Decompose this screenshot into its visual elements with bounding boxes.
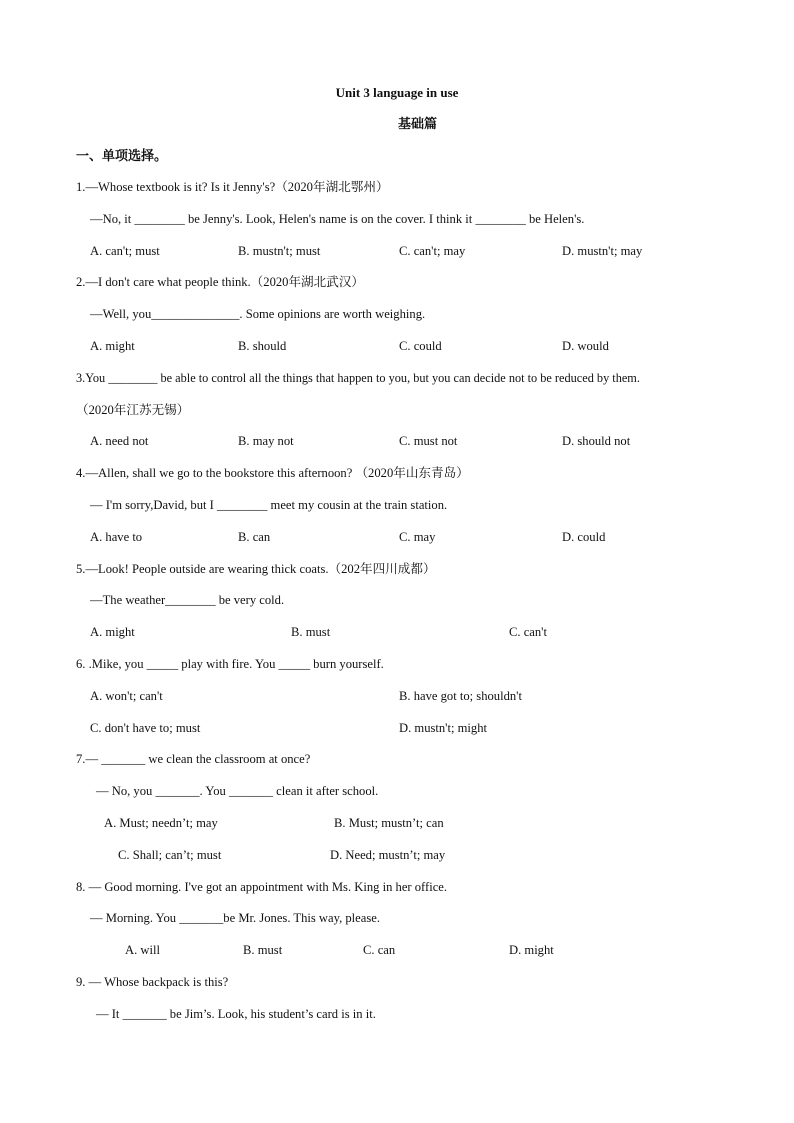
section-heading: 一、单项选择。 (76, 148, 168, 163)
question-stem: 1.—Whose textbook is it? Is it Jenny's?（2020年湖北鄂州） (76, 180, 389, 194)
option-a: A. might (90, 625, 135, 639)
option-a: A. will (125, 943, 160, 957)
option-d: D. could (562, 530, 606, 544)
option-a: A. can't; must (90, 244, 160, 258)
option-b: B. mustn't; must (238, 244, 321, 258)
question-stem: 7.— _______ we clean the classroom at once? (76, 752, 311, 766)
option-d: D. mustn't; may (562, 244, 643, 258)
question-line: — Morning. You _______be Mr. Jones. This way, please. (90, 911, 380, 925)
option-a: A. might (90, 339, 135, 353)
option-c: C. can't (509, 625, 547, 639)
option-c: C. can't; may (399, 244, 466, 258)
question-stem: 9. — Whose backpack is this? (76, 975, 229, 989)
question-stem: 4.—Allen, shall we go to the bookstore this afternoon? （2020年山东青岛） (76, 466, 469, 480)
question-line: —Well, you______________. Some opinions are worth weighing. (90, 307, 426, 321)
option-c: C. don't have to; must (90, 721, 201, 735)
option-c: C. may (399, 530, 436, 544)
option-a: A. have to (90, 530, 143, 544)
page-title: Unit 3 language in use (335, 85, 459, 100)
option-b: B. must (291, 625, 331, 639)
question-line: — No, you _______. You _______ clean it after school. (96, 784, 379, 798)
option-a: A. need not (90, 434, 149, 448)
option-b: B. must (243, 943, 283, 957)
page-subtitle: 基础篇 (398, 116, 438, 131)
option-c: C. must not (399, 434, 458, 448)
option-b: B. have got to; shouldn't (399, 689, 522, 703)
question-line: （2020年江苏无锡） (76, 403, 190, 417)
question-stem: 8. — Good morning. I've got an appointment with Ms. King in her office. (76, 880, 448, 894)
option-d: D. would (562, 339, 609, 353)
question-stem: 6. .Mike, you _____ play with fire. You _____ burn yourself. (76, 657, 384, 671)
question-stem: 3.You ________ be able to control all the things that happen to you, but you can decide not to be reduced by them. (76, 371, 640, 385)
option-b: B. may not (238, 434, 294, 448)
option-a: A. Must; needn’t; may (104, 816, 218, 830)
option-b: B. should (238, 339, 287, 353)
option-b: B. can (238, 530, 271, 544)
question-line: —No, it ________ be Jenny's. Look, Helen's name is on the cover. I think it ________ be Helen's. (90, 212, 585, 226)
option-d: D. mustn't; might (399, 721, 487, 735)
option-c: C. can (363, 943, 396, 957)
option-b: B. Must; mustn’t; can (334, 816, 444, 830)
option-c: C. Shall; can’t; must (118, 848, 222, 862)
option-c: C. could (399, 339, 442, 353)
option-a: A. won't; can't (90, 689, 163, 703)
question-line: — It _______ be Jim’s. Look, his student’s card is in it. (96, 1007, 376, 1021)
question-stem: 2.—I don't care what people think.（2020年湖北武汉） (76, 275, 365, 289)
option-d: D. Need; mustn’t; may (330, 848, 446, 862)
option-d: D. might (509, 943, 554, 957)
option-d: D. should not (562, 434, 631, 448)
question-line: —The weather________ be very cold. (90, 593, 285, 607)
question-line: — I'm sorry,David, but I ________ meet my cousin at the train station. (90, 498, 448, 512)
question-stem: 5.—Look! People outside are wearing thick coats.（202年四川成都） (76, 562, 436, 576)
